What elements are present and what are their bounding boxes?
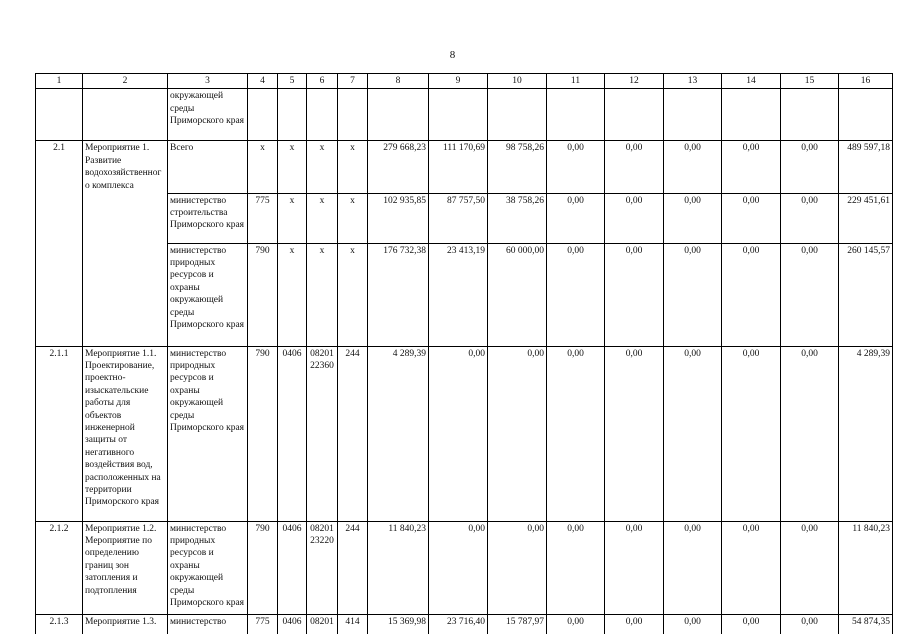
amount-col15-cell: 0,00 (781, 243, 839, 346)
header-cell: 12 (605, 74, 664, 89)
amount-col10-cell: 15 787,97 (488, 614, 547, 634)
header-row (36, 74, 893, 89)
amount-col13-cell: 0,00 (664, 193, 722, 243)
header-cell: 9 (429, 74, 488, 89)
amount-col9-cell: 87 757,50 (429, 193, 488, 243)
event-name-cell (83, 243, 168, 346)
amount-col11-cell: 0,00 (547, 243, 605, 346)
amount-col15-cell: 0,00 (781, 346, 839, 521)
table-row (36, 243, 893, 346)
header-cell: 10 (488, 74, 547, 89)
header-cell: 15 (781, 74, 839, 89)
amount-col12-cell: 0,00 (605, 141, 664, 193)
header-cell: 1 (36, 74, 83, 89)
amount-col11-cell: 0,00 (547, 614, 605, 634)
amount-col13-cell: 0,00 (664, 346, 722, 521)
amount-col13-cell (664, 89, 722, 141)
target-code-cell: 08201 23220 (307, 521, 338, 614)
section-code-cell (278, 89, 307, 141)
header-cell: 16 (839, 74, 893, 89)
amount-col15-cell: 0,00 (781, 614, 839, 634)
amount-col12-cell: 0,00 (605, 346, 664, 521)
section-code-cell: х (278, 141, 307, 193)
section-code-cell: 0406 (278, 614, 307, 634)
ministry-code-cell: 775 (248, 614, 278, 634)
header-cell: 3 (168, 74, 248, 89)
header-cell: 7 (338, 74, 368, 89)
row-number-cell (36, 193, 83, 243)
amount-col9-cell: 0,00 (429, 521, 488, 614)
amount-col8-cell: 15 369,98 (368, 614, 429, 634)
amount-col11-cell: 0,00 (547, 346, 605, 521)
header-cell: 2 (83, 74, 168, 89)
amount-col14-cell: 0,00 (722, 521, 781, 614)
section-code-cell: х (278, 243, 307, 346)
amount-col13-cell: 0,00 (664, 614, 722, 634)
row-number-cell: 2.1.2 (36, 521, 83, 614)
total-amount-cell: 4 289,39 (839, 346, 893, 521)
row-number-cell: 2.1 (36, 141, 83, 193)
amount-col15-cell: 0,00 (781, 141, 839, 193)
section-code-cell: 0406 (278, 346, 307, 521)
header-cell: 6 (307, 74, 338, 89)
amount-col8-cell: 4 289,39 (368, 346, 429, 521)
executor-cell: министерство природных ресурсов и охраны окружающей среды Приморского края (168, 346, 248, 521)
amount-col10-cell: 38 758,26 (488, 193, 547, 243)
total-amount-cell: 11 840,23 (839, 521, 893, 614)
amount-col9-cell: 23 716,40 (429, 614, 488, 634)
ministry-code-cell (248, 89, 278, 141)
header-cell: 8 (368, 74, 429, 89)
expense-type-cell (338, 89, 368, 141)
expense-type-cell: 244 (338, 521, 368, 614)
amount-col9-cell: 0,00 (429, 346, 488, 521)
target-code-cell: х (307, 243, 338, 346)
ministry-code-cell: х (248, 141, 278, 193)
event-name-cell (83, 89, 168, 141)
amount-col14-cell (722, 89, 781, 141)
target-code-cell: 08201 22360 (307, 346, 338, 521)
target-code-cell: х (307, 141, 338, 193)
amount-col12-cell: 0,00 (605, 193, 664, 243)
ministry-code-cell: 790 (248, 243, 278, 346)
executor-cell: окружающей среды Приморского края (168, 89, 248, 141)
amount-col12-cell: 0,00 (605, 521, 664, 614)
amount-col8-cell: 102 935,85 (368, 193, 429, 243)
header-cell: 14 (722, 74, 781, 89)
ministry-code-cell: 775 (248, 193, 278, 243)
table-row (36, 346, 893, 521)
expense-type-cell: 414 (338, 614, 368, 634)
executor-cell: министерство природных ресурсов и охраны окружающей среды Приморского края (168, 521, 248, 614)
amount-col14-cell: 0,00 (722, 193, 781, 243)
executor-cell: Всего (168, 141, 248, 193)
table-row (36, 193, 893, 243)
amount-col9-cell: 23 413,19 (429, 243, 488, 346)
amount-col15-cell: 0,00 (781, 193, 839, 243)
event-name-cell: Мероприятие 1. Развитие водохозяйственного комплекса (83, 141, 168, 193)
total-amount-cell: 54 874,35 (839, 614, 893, 634)
amount-col12-cell: 0,00 (605, 614, 664, 634)
amount-col12-cell: 0,00 (605, 243, 664, 346)
target-code-cell: х (307, 193, 338, 243)
amount-col14-cell: 0,00 (722, 243, 781, 346)
table-body (36, 74, 893, 635)
amount-col10-cell (488, 89, 547, 141)
header-cell: 4 (248, 74, 278, 89)
expense-type-cell: х (338, 243, 368, 346)
ministry-code-cell: 790 (248, 521, 278, 614)
total-amount-cell: 260 145,57 (839, 243, 893, 346)
amount-col13-cell: 0,00 (664, 141, 722, 193)
budget-table (35, 73, 893, 634)
ministry-code-cell: 790 (248, 346, 278, 521)
total-amount-cell: 229 451,61 (839, 193, 893, 243)
expense-type-cell: х (338, 141, 368, 193)
header-cell: 11 (547, 74, 605, 89)
expense-type-cell: 244 (338, 346, 368, 521)
event-name-cell (83, 193, 168, 243)
table-row (36, 521, 893, 614)
amount-col8-cell: 176 732,38 (368, 243, 429, 346)
target-code-cell (307, 89, 338, 141)
event-name-cell: Мероприятие 1.2. Мероприятие по определению границ зон затопления и подтопления (83, 521, 168, 614)
amount-col10-cell: 0,00 (488, 521, 547, 614)
row-number-cell (36, 89, 83, 141)
row-number-cell: 2.1.3 (36, 614, 83, 634)
amount-col13-cell: 0,00 (664, 521, 722, 614)
target-code-cell: 08201 (307, 614, 338, 634)
amount-col13-cell: 0,00 (664, 243, 722, 346)
total-amount-cell (839, 89, 893, 141)
amount-col14-cell: 0,00 (722, 346, 781, 521)
amount-col8-cell: 279 668,23 (368, 141, 429, 193)
amount-col10-cell: 0,00 (488, 346, 547, 521)
amount-col15-cell (781, 89, 839, 141)
executor-cell: министерство (168, 614, 248, 634)
amount-col10-cell: 98 758,26 (488, 141, 547, 193)
amount-col8-cell (368, 89, 429, 141)
page-number: 8 (449, 49, 456, 61)
amount-col11-cell (547, 89, 605, 141)
amount-col14-cell: 0,00 (722, 614, 781, 634)
event-name-cell: Мероприятие 1.1. Проектирование, проектно-изыскательские работы для объектов инженерной защиты от негативного воздействия вод, расположенных на территории Приморского края (83, 346, 168, 521)
amount-col10-cell: 60 000,00 (488, 243, 547, 346)
expense-type-cell: х (338, 193, 368, 243)
amount-col11-cell: 0,00 (547, 521, 605, 614)
amount-col9-cell (429, 89, 488, 141)
header-cell: 13 (664, 74, 722, 89)
executor-cell: министерство природных ресурсов и охраны окружающей среды Приморского края (168, 243, 248, 346)
row-number-cell: 2.1.1 (36, 346, 83, 521)
amount-col15-cell: 0,00 (781, 521, 839, 614)
event-name-cell: Мероприятие 1.3. (83, 614, 168, 634)
section-code-cell: х (278, 193, 307, 243)
table-row (36, 141, 893, 193)
executor-cell: министерство строительства Приморского края (168, 193, 248, 243)
total-amount-cell: 489 597,18 (839, 141, 893, 193)
table-row (36, 614, 893, 634)
header-cell: 5 (278, 74, 307, 89)
table-row (36, 89, 893, 141)
amount-col14-cell: 0,00 (722, 141, 781, 193)
section-code-cell: 0406 (278, 521, 307, 614)
amount-col11-cell: 0,00 (547, 193, 605, 243)
amount-col12-cell (605, 89, 664, 141)
amount-col11-cell: 0,00 (547, 141, 605, 193)
amount-col8-cell: 11 840,23 (368, 521, 429, 614)
row-number-cell (36, 243, 83, 346)
amount-col9-cell: 111 170,69 (429, 141, 488, 193)
